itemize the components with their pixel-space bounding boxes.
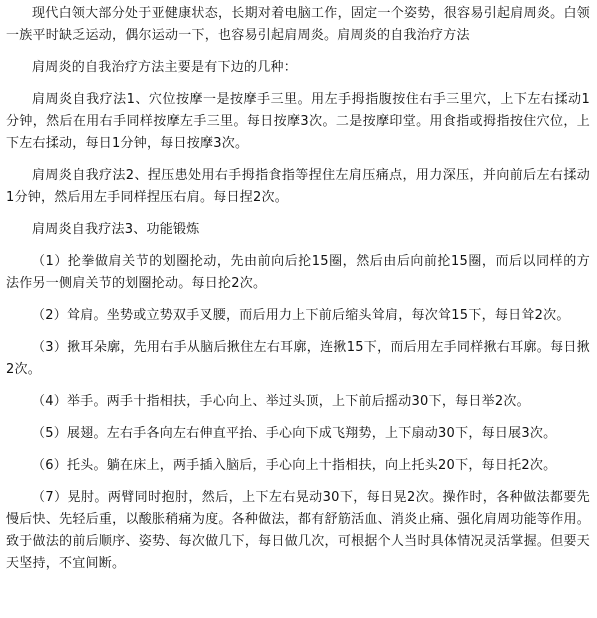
paragraph-gap — [6, 295, 590, 305]
exercise-6-paragraph: （6）托头。躺在床上，两手插入脑后，手心向上十指相扶，向上托头20下，每日托2次。 — [32, 458, 557, 473]
method-2-paragraph: 肩周炎自我疗法2、捏压患处用右手拇指食指等捏住左肩压痛点，用力深压，并向前后左右揉动1分钟，然后用左手同样捏压右肩。每日捏2次。 — [6, 168, 590, 205]
paragraph-gap — [6, 477, 590, 487]
paragraph-gap — [6, 381, 590, 391]
exercise-2-paragraph: （2）耸肩。坐势或立势双手叉腰，而后用力上下前后缩头耸肩，每次耸15下，每日耸2次。 — [32, 308, 570, 323]
paragraph-gap — [6, 241, 590, 251]
exercise-3-paragraph: （3）揪耳朵廓，先用右手从脑后揪住左右耳廓，连揪15下，而后用左手同样揪右耳廓。每日揪2次。 — [6, 340, 590, 377]
exercise-4-paragraph: （4）举手。两手十指相扶，手心向上、举过头顶，上下前后摇动30下，每日举2次。 — [32, 394, 530, 409]
paragraph-gap — [6, 209, 590, 219]
paragraph-gap — [6, 327, 590, 337]
methods-heading: 肩周炎的自我治疗方法主要是有下边的几种： — [32, 60, 298, 75]
exercise-5-paragraph: （5）展翅。左右手各向左右伸直平抬、手心向下成飞翔势，上下扇动30下，每日展3次。 — [32, 426, 557, 441]
paragraph-gap — [6, 413, 590, 423]
exercise-1-paragraph: （1）抡拳做肩关节的划圈抡动，先由前向后抡15圈，然后由后向前抡15圈，而后以同样的方法作另一侧肩关节的划圈抡动。每日抡2次。 — [6, 254, 590, 291]
method-3-heading: 肩周炎自我疗法3、功能锻炼 — [32, 222, 200, 237]
paragraph-gap — [6, 47, 590, 57]
paragraph-gap — [6, 445, 590, 455]
paragraph-gap — [6, 155, 590, 165]
intro-paragraph: 现代白领大部分处于亚健康状态，长期对着电脑工作，固定一个姿势，很容易引起肩周炎。白领一族平时缺乏运动，偶尔运动一下，也容易引起肩周炎。肩周炎的自我治疗方法 — [6, 6, 590, 43]
paragraph-gap — [6, 79, 590, 89]
method-1-paragraph: 肩周炎自我疗法1、穴位按摩一是按摩手三里。用左手拇指腹按住右手三里穴，上下左右揉动1分钟，然后在用右手同样按摩左手三里。每日按摩3次。二是按摩印堂。用食指或拇指按住穴位，上下左右揉动，每日1分钟，每日按摩3次。 — [6, 92, 590, 151]
exercise-7-paragraph: （7）晃肘。两臂同时抱肘，然后，上下左右晃动30下，每日晃2次。操作时，各种做法都要先慢后快、先轻后重，以酸胀稍痛为度。各种做法，都有舒筋活血、消炎止痛、强化肩周功能等作用。致于做法的前后顺序、姿势、每次做几下，每日做几次，可根据个人当时具体情况灵活掌握。但要天天坚持，不宜间断。 — [6, 490, 590, 571]
